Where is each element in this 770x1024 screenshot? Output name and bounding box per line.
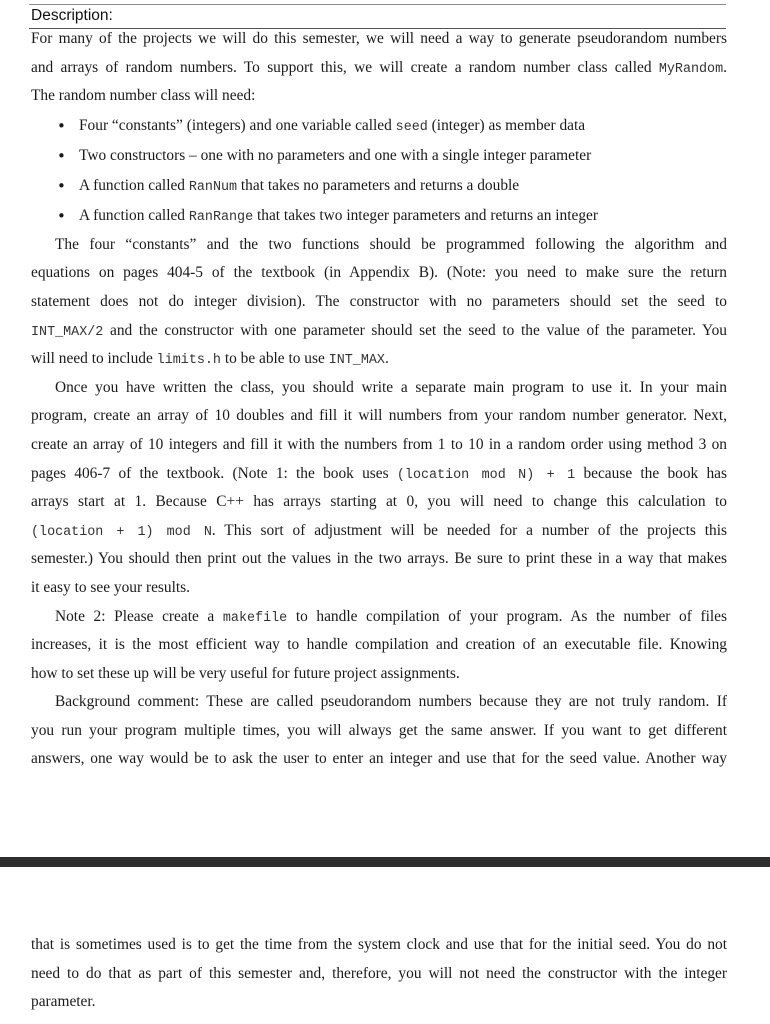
- code-term: (location mod N) + 1: [396, 467, 576, 483]
- text-line: [31, 288, 727, 317]
- text-line: [31, 431, 727, 460]
- text-line: [31, 402, 727, 431]
- text-run: . This sort of adjustment will be needed for a number of the projects this: [211, 521, 727, 539]
- list-item: [31, 141, 727, 171]
- text-run: .: [384, 350, 389, 368]
- code-term: INT_MAX: [328, 353, 385, 369]
- text-run: it easy to see your results.: [31, 578, 191, 596]
- bullet-icon: •: [57, 206, 66, 225]
- text-run: semester.) You should then print out the values in the two arrays. Be sure to print these in a way that makes: [31, 550, 727, 568]
- text-run: Two constructors – one with no parameters and one with a single integer parameter: [79, 146, 592, 164]
- text-run: create an array of 10 integers and fill it with the numbers from 1 to 10 in a random order using method 3 on: [31, 435, 727, 453]
- text-line: [31, 545, 727, 574]
- description-heading: Description:: [31, 7, 113, 24]
- bullet-icon: •: [57, 116, 66, 135]
- code-term: INT_MAX/2: [31, 324, 104, 340]
- text-line: [31, 660, 727, 689]
- top-rule: [29, 4, 726, 5]
- text-line: [31, 574, 727, 603]
- text-line: [31, 988, 727, 1017]
- text-line: [31, 54, 727, 83]
- text-run: because the book has: [575, 464, 727, 482]
- text-run: answers, one way would be to ask the user to enter an integer and use that for the seed value. Another way: [31, 750, 727, 768]
- text-run: Four “constants” (integers) and one variable called: [79, 116, 396, 134]
- text-run: Note 2: Please create a: [55, 607, 223, 625]
- text-run: that is sometimes used is to get the time from the system clock and use that for the initial seed. You do not: [31, 936, 727, 953]
- text-run: will need to include: [31, 350, 157, 368]
- text-line: [31, 717, 727, 746]
- paragraph-background: [31, 688, 727, 774]
- text-line: [31, 931, 727, 960]
- paragraph-makefile-note: [31, 603, 727, 689]
- text-run: Background comment: These are called pseudorandom numbers because they are not truly random. If: [55, 693, 727, 711]
- text-run: equations on pages 404-5 of the textbook (in Appendix B). (Note: you need to make sure the return: [31, 264, 727, 282]
- bullet-icon: •: [57, 176, 66, 195]
- text-line: [31, 345, 727, 374]
- page-break-bar: [0, 857, 770, 867]
- list-item: [31, 171, 727, 201]
- text-run: that takes no parameters and returns a double: [237, 176, 520, 194]
- text-run: to be able to use: [220, 350, 329, 368]
- code-term: (location + 1) mod N: [31, 524, 212, 540]
- bullet-icon: •: [57, 146, 66, 165]
- code-term: limits.h: [156, 353, 221, 369]
- text-run: The random number class will need:: [31, 87, 256, 105]
- code-term: MyRandom: [658, 61, 724, 77]
- text-line: [31, 374, 727, 403]
- paragraph-background-continued: [31, 931, 727, 1017]
- text-run: that takes two integer parameters and returns an integer: [253, 206, 599, 224]
- text-line: [31, 688, 727, 717]
- text-run: A function called: [79, 206, 189, 224]
- document-body-page-2: [31, 931, 727, 1017]
- text-run: A function called: [79, 176, 189, 194]
- text-run: program, create an array of 10 doubles and fill it will numbers from your random number generator. Next,: [31, 407, 727, 425]
- text-run: Once you have written the class, you should write a separate main program to use it. In your main: [55, 378, 727, 396]
- text-line: [31, 517, 727, 546]
- text-run: The four “constants” and the two functions should be programmed following the algorithm and: [55, 235, 727, 253]
- text-run: and arrays of random numbers. To support this, we will create a random number class called: [31, 58, 659, 76]
- text-run: arrays start at 1. Because C++ has arrays starting at 0, you will need to change this calculation to: [31, 493, 727, 511]
- list-item: [31, 111, 727, 141]
- text-line: [31, 25, 727, 54]
- code-term: makefile: [222, 610, 288, 626]
- text-run: statement does not do integer division). The constructor with no parameters should set the seed to: [31, 292, 727, 310]
- text-run: pages 406-7 of the textbook. (Note 1: the book uses: [31, 464, 397, 482]
- text-run: need to do that as part of this semester and, therefore, you will not need the constructor with the integer: [31, 964, 727, 982]
- requirements-list: [31, 111, 727, 231]
- paragraph-constants: [31, 231, 727, 374]
- text-run: For many of the projects we will do this semester, we will need a way to generate pseudorandom numbers: [31, 30, 727, 47]
- text-run: how to set these up will be very useful for future project assignments.: [31, 664, 460, 682]
- text-line: [31, 603, 727, 632]
- text-run: to handle compilation of your program. As the number of files: [287, 607, 727, 625]
- text-run: (integer) as member data: [427, 116, 586, 134]
- text-run: increases, it is the most efficient way to handle compilation and creation of an executable file. Knowing: [31, 636, 727, 654]
- paragraph-intro: [31, 25, 727, 111]
- text-line: [31, 82, 727, 111]
- text-line: [31, 317, 727, 346]
- text-line: [31, 460, 727, 489]
- code-term: RanNum: [188, 179, 238, 195]
- text-line: [31, 960, 727, 989]
- text-run: .: [723, 58, 727, 76]
- text-run: parameter.: [31, 993, 96, 1011]
- code-term: seed: [395, 119, 428, 135]
- text-run: and the constructor with one parameter should set the seed to the value of the parameter. You: [103, 321, 727, 339]
- code-term: RanRange: [188, 209, 254, 225]
- text-line: [31, 631, 727, 660]
- text-line: [31, 745, 727, 774]
- text-line: [31, 259, 727, 288]
- document-body-page-1: [31, 25, 727, 774]
- text-line: [31, 488, 727, 517]
- list-item: [31, 201, 727, 231]
- text-run: you run your program multiple times, you will always get the same answer. If you want to get different: [31, 721, 727, 739]
- text-line: [31, 231, 727, 260]
- paragraph-main-program: [31, 374, 727, 603]
